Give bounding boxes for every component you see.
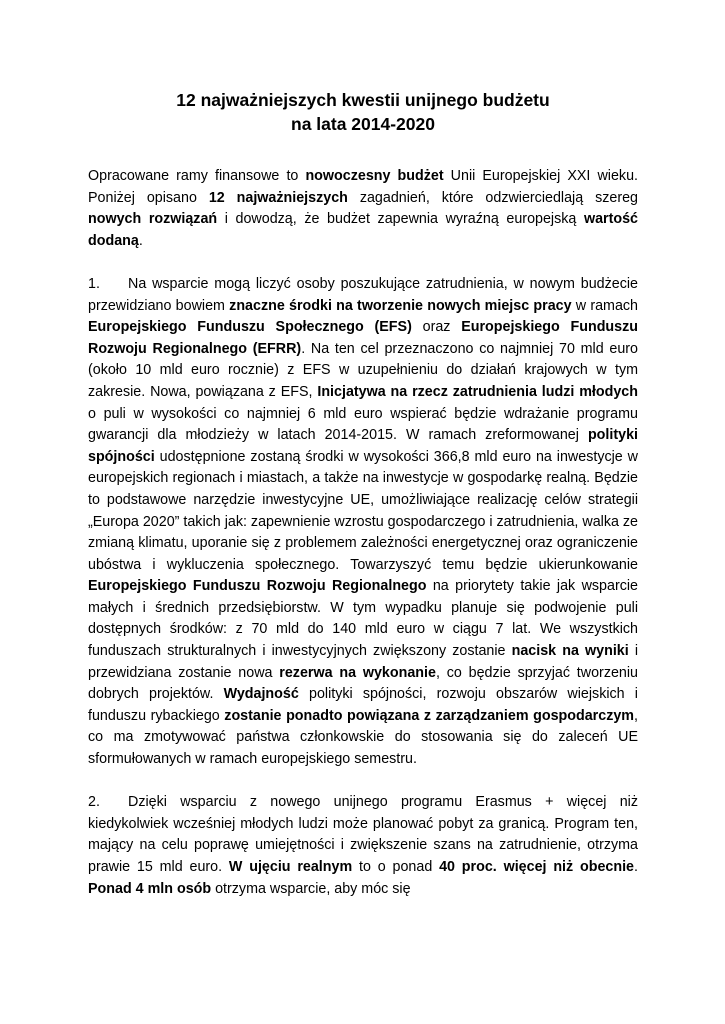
text-run: Dzięki wsparciu z nowego unijnego programu Erasmus + więcej niż kiedykolwiek wcześniej młodych ludzi może planować pobyt za granicą. Program ten, mający na celu poprawę umiejętności i zwiększenie szans na zatrudnienie, otrzyma prawie 15 mld euro. [88, 794, 638, 875]
text-run: polityki spójności, rozwoju obszarów wiejskich i funduszu rybackiego [88, 686, 638, 724]
text-run: o puli w wysokości co najmniej 6 mld euro wspierać będzie wdrażanie programu gwarancji dla młodzieży w latach 2014-2015. W ramach zreformowanej [88, 405, 638, 444]
text-run: otrzyma wsparcie, aby móc się [211, 880, 411, 897]
text-run: i dowodzą, że budżet zapewnia wyraźną europejską [217, 211, 584, 228]
text-run: . Na ten cel przeznaczono co najmniej 70 mld euro (około 10 mld euro rocznie) z EFS w uzupełnieniu do działań krajowych w tym zakresie. Nowa, powiązana z EFS, [88, 340, 639, 400]
text-run: udostępnione zostaną środki w wysokości 366,8 mld euro na inwestycje w europejskich regionach i miastach, a także na inwestycje w gospodarkę realną. Będzie to podstawowe narzędzie inwestycyjne UE, umożliwiające realizację celów strategii „Europa 2020” takich jak: zapewnienie wzrostu gospodarczego i zatrudnienia, walka ze zmianą klimatu, uporanie się z problemem zależności energetycznej oraz ograniczenie ubóstwa i wykluczenia społecznego. Towarzyszyć temu będzie ukierunkowanie [88, 448, 638, 573]
text-run: Na wsparcie mogą liczyć osoby poszukujące zatrudnienia, w nowym budżecie przewidziano bowiem [88, 275, 638, 314]
point-paragraph-2 [88, 792, 638, 900]
text-run: i przewidziana zostanie nowa [88, 643, 638, 681]
bold-text-run: wartość dodaną [88, 211, 638, 249]
bold-text-run: polityki spójności [88, 427, 638, 465]
document-title [88, 88, 638, 136]
text-run: zagadnień, które odzwierciedlają szereg [347, 189, 638, 206]
bold-text-run: Wydajność [223, 686, 299, 703]
bold-text-run: Inicjatywa na rzecz zatrudnienia ludzi młodych [317, 383, 638, 400]
bold-text-run: znaczne środki na tworzenie nowych miejsc pracy [229, 297, 572, 314]
text-run: Unii Europejskiej XXI wieku. Poniżej opisano [88, 168, 638, 206]
document-page [88, 88, 638, 922]
text-run: , co ma zmotywować państwa członkowskie do stosowania się do zaleceń UE sformułowanych w ramach europejskiego semestru. [88, 707, 638, 768]
title-line-2: na lata 2014-2020 [291, 114, 435, 134]
bold-text-run: Europejskiego Funduszu Rozwoju Regionalnego (EFRR) [88, 319, 638, 357]
bold-text-run: rezerwa na wykonanie [279, 664, 436, 681]
intro-paragraph [88, 166, 638, 252]
text-run: . [634, 859, 638, 875]
bold-text-run: 12 najważniejszych [208, 189, 348, 206]
text-run: Opracowane ramy finansowe to [88, 168, 306, 184]
title-line-1: 12 najważniejszych kwestii unijnego budżetu [176, 90, 550, 110]
text-run: to o ponad [352, 859, 440, 875]
bold-text-run: nacisk na wyniki [511, 643, 629, 660]
bold-text-run: zostanie ponadto powiązana z zarządzaniem gospodarczym [224, 707, 635, 724]
bold-text-run: Ponad 4 mln osób [88, 880, 212, 897]
point-number: 2. [88, 794, 100, 811]
text-run: , co będzie sprzyjać tworzeniu dobrych projektów. [88, 664, 638, 703]
bold-text-run: Europejskiego Funduszu Społecznego (EFS) [88, 319, 412, 336]
text-run: na priorytety takie jak wsparcie małych i średnich przedsiębiorstw. W tym wypadku planuje się podwojenie puli dostępnych środków: z 70 mld do 140 mld euro w ciągu 7 lat. We wszystkich funduszach strukturalnych i inwestycyjnych zwiększony zostanie [88, 578, 638, 660]
point-paragraph-1 [88, 274, 638, 771]
text-run: oraz [411, 319, 462, 336]
point-number: 1. [88, 275, 100, 292]
text-run: w ramach [571, 297, 639, 314]
bold-text-run: Europejskiego Funduszu Rozwoju Regionalnego [88, 578, 427, 595]
bold-text-run: W ujęciu realnym [228, 859, 353, 875]
bold-text-run: nowoczesny budżet [305, 168, 444, 184]
bold-text-run: nowych rozwiązań [88, 211, 218, 228]
text-run: . [138, 232, 143, 249]
bold-text-run: 40 proc. więcej niż obecnie [439, 859, 635, 875]
